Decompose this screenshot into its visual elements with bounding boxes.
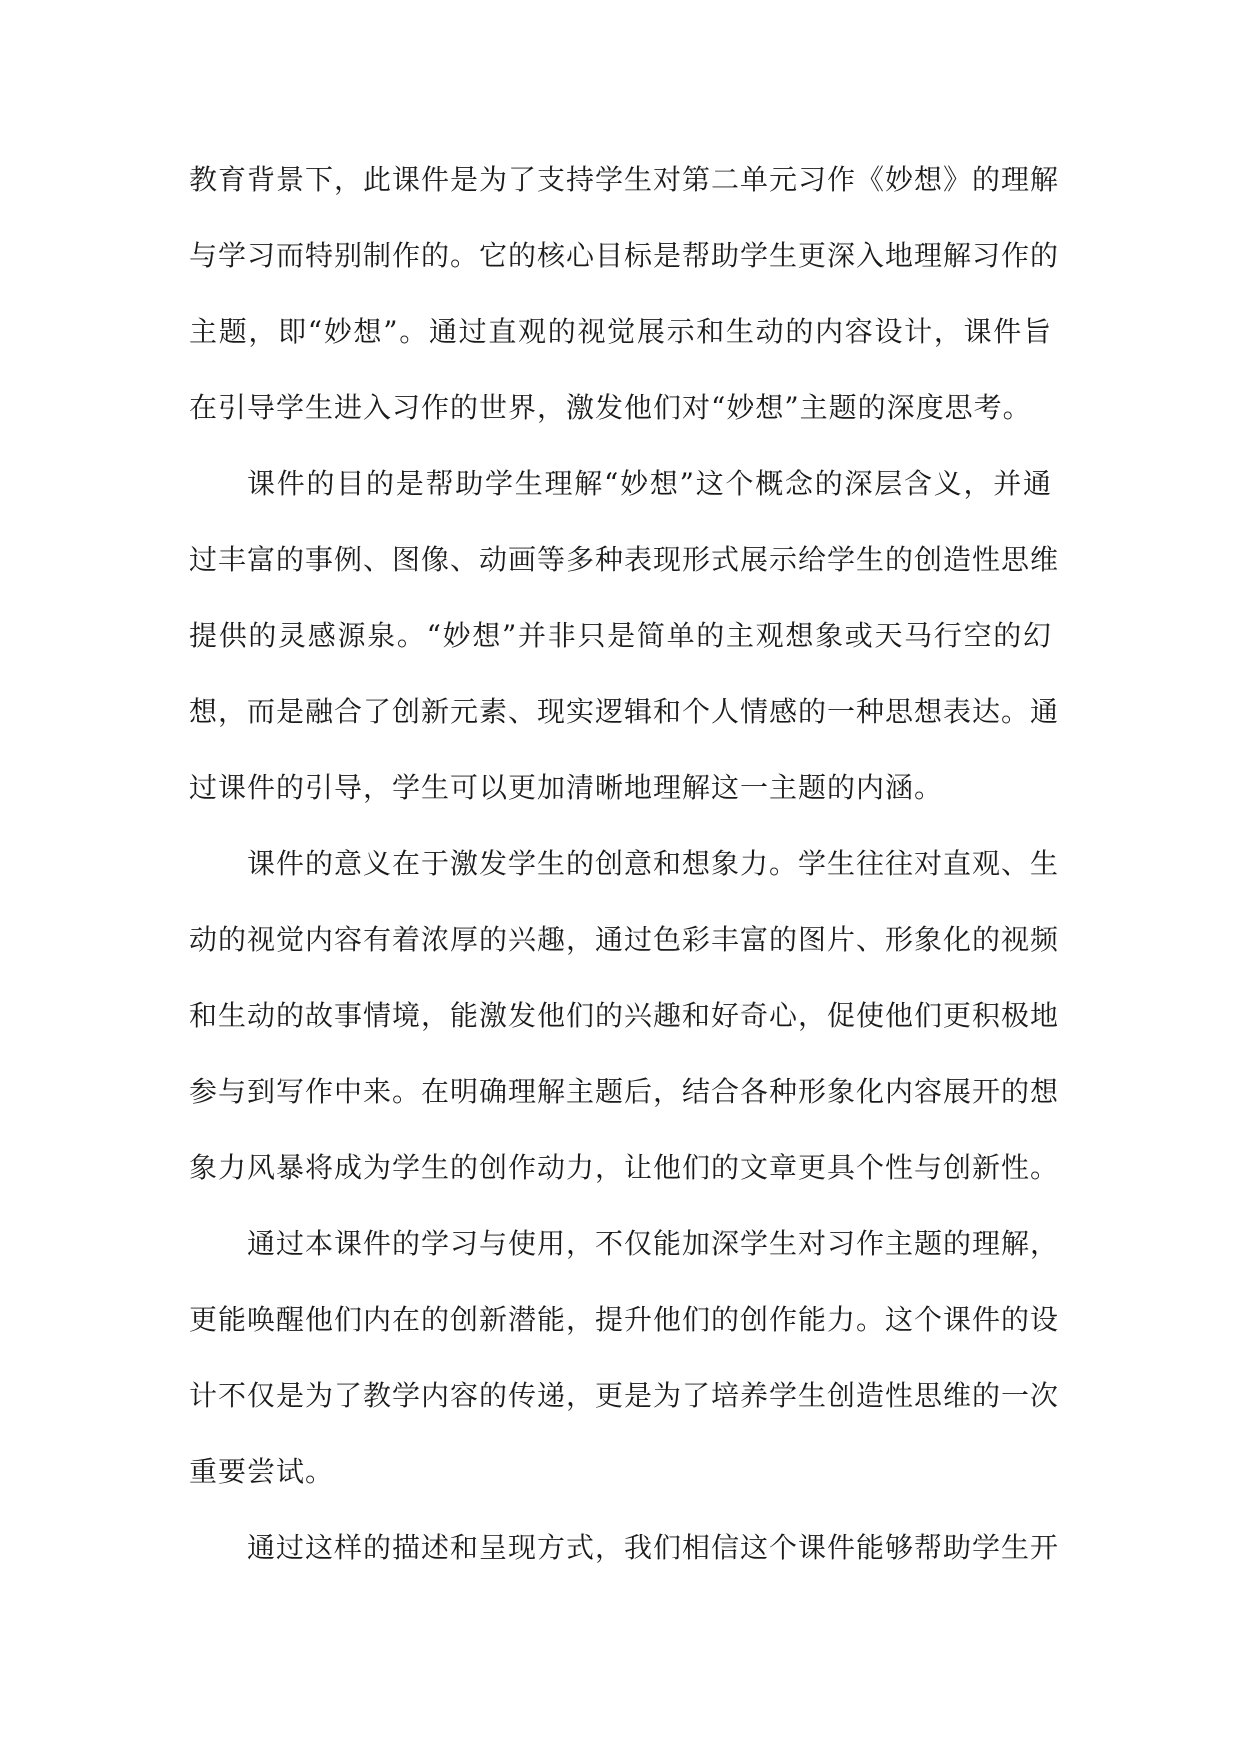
text-line: 与学习而特别制作的。它的核心目标是帮助学生更深入地理解习作的 [189,239,1060,272]
text-line: 提供的灵感源泉。“妙想”并非只是简单的主观想象或天马行空的幻 [189,619,1052,652]
text-line: 教育背景下，此课件是为了支持学生对第二单元习作《妙想》的理解 [189,163,1060,196]
paragraph-3 [189,826,1060,1206]
text-line: 参与到写作中来。在明确理解主题后，结合各种形象化内容展开的想 [189,1075,1060,1108]
text-line: 通过本课件的学习与使用，不仅能加深学生对习作主题的理解， [247,1227,1060,1260]
text-line: 更能唤醒他们内在的创新潜能，提升他们的创作能力。这个课件的设 [189,1303,1060,1336]
text-line: 过课件的引导，学生可以更加清晰地理解这一主题的内涵。 [189,771,944,804]
document-body [189,142,1060,1586]
text-line: 动的视觉内容有着浓厚的兴趣，通过色彩丰富的图片、形象化的视频 [189,923,1060,956]
paragraph-5 [189,1510,1060,1586]
text-line: 想，而是融合了创新元素、现实逻辑和个人情感的一种思想表达。通 [189,695,1060,728]
text-line: 课件的目的是帮助学生理解“妙想”这个概念的深层含义，并通 [247,467,1052,500]
text-line: 在引导学生进入习作的世界，激发他们对“妙想”主题的深度思考。 [189,391,1032,424]
paragraph-4 [189,1206,1060,1510]
text-line: 过丰富的事例、图像、动画等多种表现形式展示给学生的创造性思维 [189,543,1060,576]
text-line: 象力风暴将成为学生的创作动力，让他们的文章更具个性与创新性。 [189,1151,1060,1184]
text-line: 课件的意义在于激发学生的创意和想象力。学生往往对直观、生 [247,847,1060,880]
text-line: 计不仅是为了教学内容的传递，更是为了培养学生创造性思维的一次 [189,1379,1060,1412]
text-line: 重要尝试。 [189,1455,335,1488]
paragraph-2 [189,446,1060,826]
text-line: 和生动的故事情境，能激发他们的兴趣和好奇心，促使他们更积极地 [189,999,1060,1032]
paragraph-1 [189,142,1060,446]
text-line: 通过这样的描述和呈现方式，我们相信这个课件能够帮助学生开 [247,1531,1060,1564]
text-line: 主题，即“妙想”。通过直观的视觉展示和生动的内容设计，课件旨 [189,315,1052,348]
